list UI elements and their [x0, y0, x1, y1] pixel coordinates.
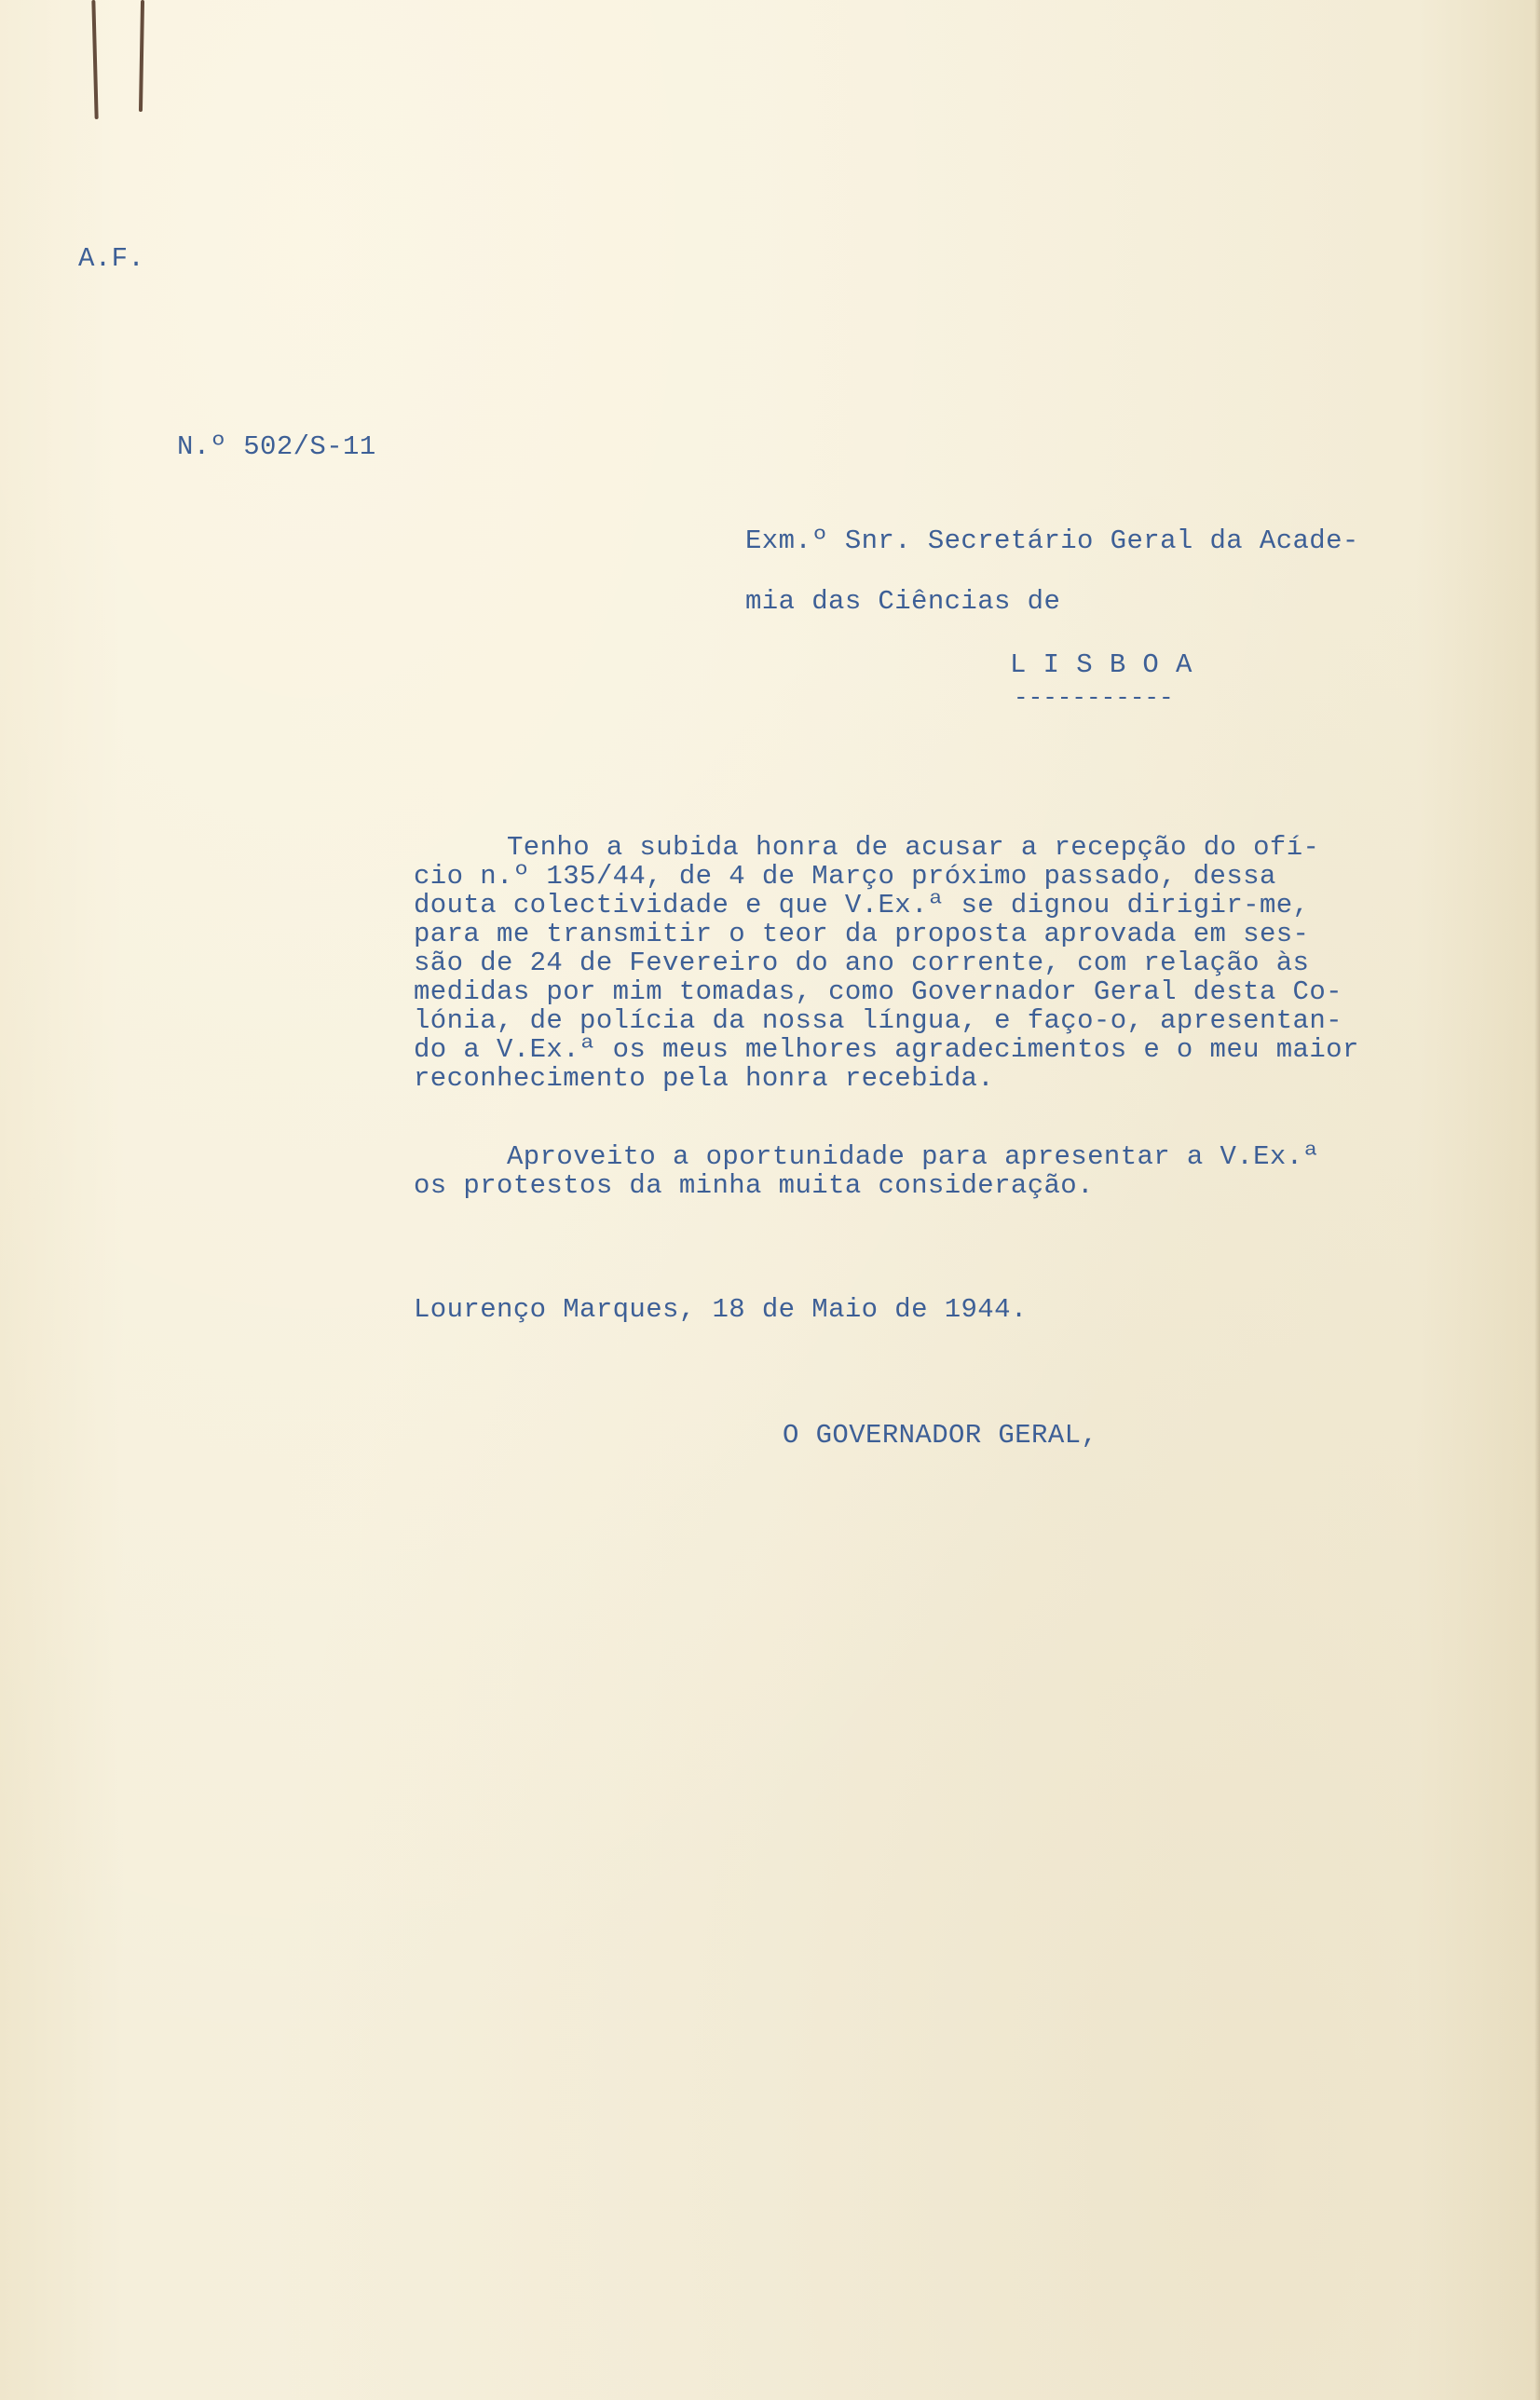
body-line: reconhecimento pela honra recebida.: [414, 1063, 995, 1094]
paper-edge: [1534, 0, 1540, 2400]
initials: A.F.: [78, 243, 145, 274]
dateline: Lourenço Marques, 18 de Maio de 1944.: [414, 1294, 1028, 1325]
body-line: os protestos da minha muita consideração.: [414, 1170, 1094, 1201]
body-line: para me transmitir o teor da proposta aprovada em ses-: [414, 919, 1310, 949]
body-line: lónia, de polícia da nossa língua, e faço-o, apresentan-: [414, 1005, 1342, 1036]
reference-number: N.º 502/S-11: [177, 431, 376, 462]
addressee-line-1: Exm.º Snr. Secretário Geral da Acade-: [745, 525, 1359, 556]
city-underline: -----------: [1014, 684, 1174, 712]
body-line: são de 24 de Fevereiro do ano corrente, com relação às: [414, 948, 1310, 978]
body-line: cio n.º 135/44, de 4 de Março próximo passado, dessa: [414, 861, 1276, 892]
body-line: Aproveito a oportunidade para apresentar a V.Ex.ª: [507, 1141, 1320, 1172]
body-line: douta colectividade e que V.Ex.ª se dignou dirigir-me,: [414, 890, 1310, 920]
pin-mark-left: [91, 0, 98, 119]
pin-mark-right: [139, 0, 144, 112]
body-line: do a V.Ex.ª os meus melhores agradecimentos e o meu maior: [414, 1034, 1359, 1065]
addressee-line-2: mia das Ciências de: [745, 586, 1061, 617]
signature-title: O GOVERNADOR GERAL,: [783, 1420, 1098, 1451]
body-line: Tenho a subida honra de acusar a recepção do ofí-: [507, 832, 1320, 863]
body-line: medidas por mim tomadas, como Governador Geral desta Co-: [414, 976, 1342, 1007]
addressee-city: L I S B O A: [1010, 649, 1192, 680]
